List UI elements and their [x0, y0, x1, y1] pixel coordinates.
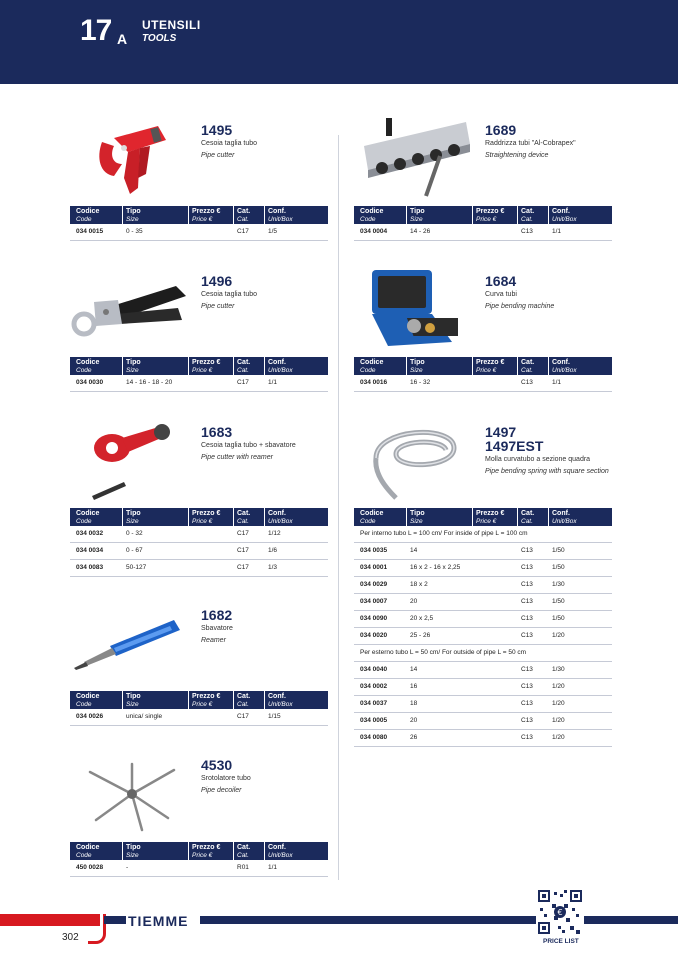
- product-number: 1684: [485, 273, 517, 289]
- price-list-label: PRICE LIST: [543, 938, 579, 945]
- product-number: 1682: [201, 607, 233, 623]
- product-number: 4530: [201, 757, 233, 773]
- product-name: Cesoia taglia tubo: [201, 291, 258, 298]
- table-1682: [70, 691, 328, 726]
- table-row: 034 0083 50-127 C17 1/3: [70, 560, 328, 577]
- straightening-device-image: [356, 116, 474, 198]
- pipe-cutter-reamer-image: [82, 420, 180, 504]
- product-1684: [485, 274, 554, 311]
- table-header: Codice Code Tipo Size Prezzo € Price € Cat. Cat. Conf. Unit/Box: [70, 691, 328, 709]
- table-row: 034 0037 18 C13 1/20: [354, 696, 612, 713]
- product-number: 1495: [201, 122, 233, 138]
- pipe-bending-machine-image: [368, 266, 458, 350]
- product-1689: [485, 123, 576, 160]
- product-name: Curva tubi: [485, 291, 517, 298]
- page-number: 302: [62, 932, 79, 943]
- pipe-cutter-black-image: [66, 280, 190, 344]
- product-1682: [201, 608, 233, 645]
- svg-text:€: €: [557, 908, 563, 917]
- brand-logo: TIEMME: [128, 913, 189, 929]
- product-name-en: Pipe cutter with reamer: [201, 454, 273, 461]
- product-name: Molla curvatubo a sezione quadra: [485, 456, 591, 463]
- section-subtitle: TOOLS: [142, 33, 177, 44]
- table-row: 034 0026 unica/ single C17 1/15: [70, 709, 328, 726]
- product-name: Raddrizza tubi "Al-Cobrapex": [485, 140, 576, 147]
- table-row: 034 0040 14 C13 1/30: [354, 662, 612, 679]
- table-1497: [354, 508, 612, 747]
- product-1495: [201, 123, 257, 160]
- product-1496: [201, 274, 257, 311]
- table-row: 034 0030 14 - 16 - 18 - 20 C17 1/1: [70, 375, 328, 392]
- product-number: 1497: [485, 424, 517, 440]
- table-row: 034 0029 18 x 2 C13 1/30: [354, 577, 612, 594]
- reamer-image: [70, 616, 182, 672]
- table-1683: [70, 508, 328, 577]
- footer-navy-stripe: [200, 916, 678, 924]
- table-row: 034 0005 20 C13 1/20: [354, 713, 612, 730]
- product-4530: [201, 758, 251, 795]
- table-1684: [354, 357, 612, 392]
- product-name-en: Pipe bending spring with square section: [485, 468, 609, 475]
- product-number-alt: 1497EST: [485, 438, 544, 454]
- table-row: 034 0007 20 C13 1/50: [354, 594, 612, 611]
- table-note-inside: Per interno tubo L = 100 cm/ For inside of pipe L = 100 cm: [354, 526, 612, 543]
- product-name-en: Pipe bending machine: [485, 303, 555, 310]
- section-number: 17: [80, 14, 112, 47]
- table-header: Codice Code Tipo Size Prezzo € Price € Cat. Cat. Conf. Unit/Box: [70, 206, 328, 224]
- table-row: 034 0020 25 - 26 C13 1/20: [354, 628, 612, 645]
- table-row: 034 0080 26 C13 1/20: [354, 730, 612, 747]
- table-header: Codice Code Tipo Size Prezzo € Price € Cat. Cat. Conf. Unit/Box: [354, 508, 612, 526]
- table-row: 450 0028 - R01 1/1: [70, 860, 328, 877]
- page-header: [0, 0, 678, 84]
- product-name: Cesoia taglia tubo: [201, 140, 258, 147]
- product-name: Srotolatore tubo: [201, 775, 251, 782]
- table-header: Codice Code Tipo Size Prezzo € Price € Cat. Cat. Conf. Unit/Box: [70, 508, 328, 526]
- section-title: UTENSILI: [142, 18, 201, 32]
- table-row: 034 0015 0 - 35 C17 1/5: [70, 224, 328, 241]
- product-name-en: Straightening device: [485, 152, 549, 159]
- table-header: Codice Code Tipo Size Prezzo € Price € Cat. Cat. Conf. Unit/Box: [70, 357, 328, 375]
- column-divider: [338, 135, 339, 880]
- table-header: Codice Code Tipo Size Prezzo € Price € Cat. Cat. Conf. Unit/Box: [354, 357, 612, 375]
- product-name-en: Pipe cutter: [201, 303, 235, 310]
- pipe-decoiler-image: [82, 756, 182, 832]
- product-number: 1496: [201, 273, 233, 289]
- product-name-en: Pipe decoiler: [201, 787, 242, 794]
- product-1683: [201, 425, 296, 462]
- table-1496: [70, 357, 328, 392]
- table-row: 034 0002 16 C13 1/20: [354, 679, 612, 696]
- table-row: 034 0001 16 x 2 - 16 x 2,25 C13 1/50: [354, 560, 612, 577]
- footer-navy-stripe-short: [104, 916, 126, 924]
- table-note-outside: Per esterno tubo L = 50 cm/ For outside of pipe L = 50 cm: [354, 645, 612, 662]
- bending-spring-image: [366, 418, 466, 500]
- table-1495: [70, 206, 328, 241]
- table-row: 034 0032 0 - 32 C17 1/12: [70, 526, 328, 543]
- product-number: 1683: [201, 424, 233, 440]
- product-name-en: Pipe cutter: [201, 152, 235, 159]
- table-row: 034 0034 0 - 67 C17 1/6: [70, 543, 328, 560]
- footer-red-stripe: [0, 914, 100, 926]
- pipe-cutter-red-image: [88, 118, 178, 202]
- table-row: 034 0090 20 x 2,5 C13 1/50: [354, 611, 612, 628]
- product-1497: [485, 425, 615, 476]
- table-row: 034 0016 16 - 32 C13 1/1: [354, 375, 612, 392]
- table-row: 034 0035 14 C13 1/50: [354, 543, 612, 560]
- table-4530: [70, 842, 328, 877]
- qr-code-icon[interactable]: [536, 888, 584, 936]
- product-number: 1689: [485, 122, 517, 138]
- table-row: 034 0004 14 - 26 C13 1/1: [354, 224, 612, 241]
- section-letter: A: [117, 31, 128, 47]
- product-name-en: Reamer: [201, 637, 226, 644]
- table-header: Codice Code Tipo Size Prezzo € Price € Cat. Cat. Conf. Unit/Box: [70, 842, 328, 860]
- product-name: Sbavatore: [201, 625, 233, 632]
- table-1689: [354, 206, 612, 241]
- table-header: Codice Code Tipo Size Prezzo € Price € Cat. Cat. Conf. Unit/Box: [354, 206, 612, 224]
- product-name: Cesoia taglia tubo + sbavatore: [201, 442, 296, 449]
